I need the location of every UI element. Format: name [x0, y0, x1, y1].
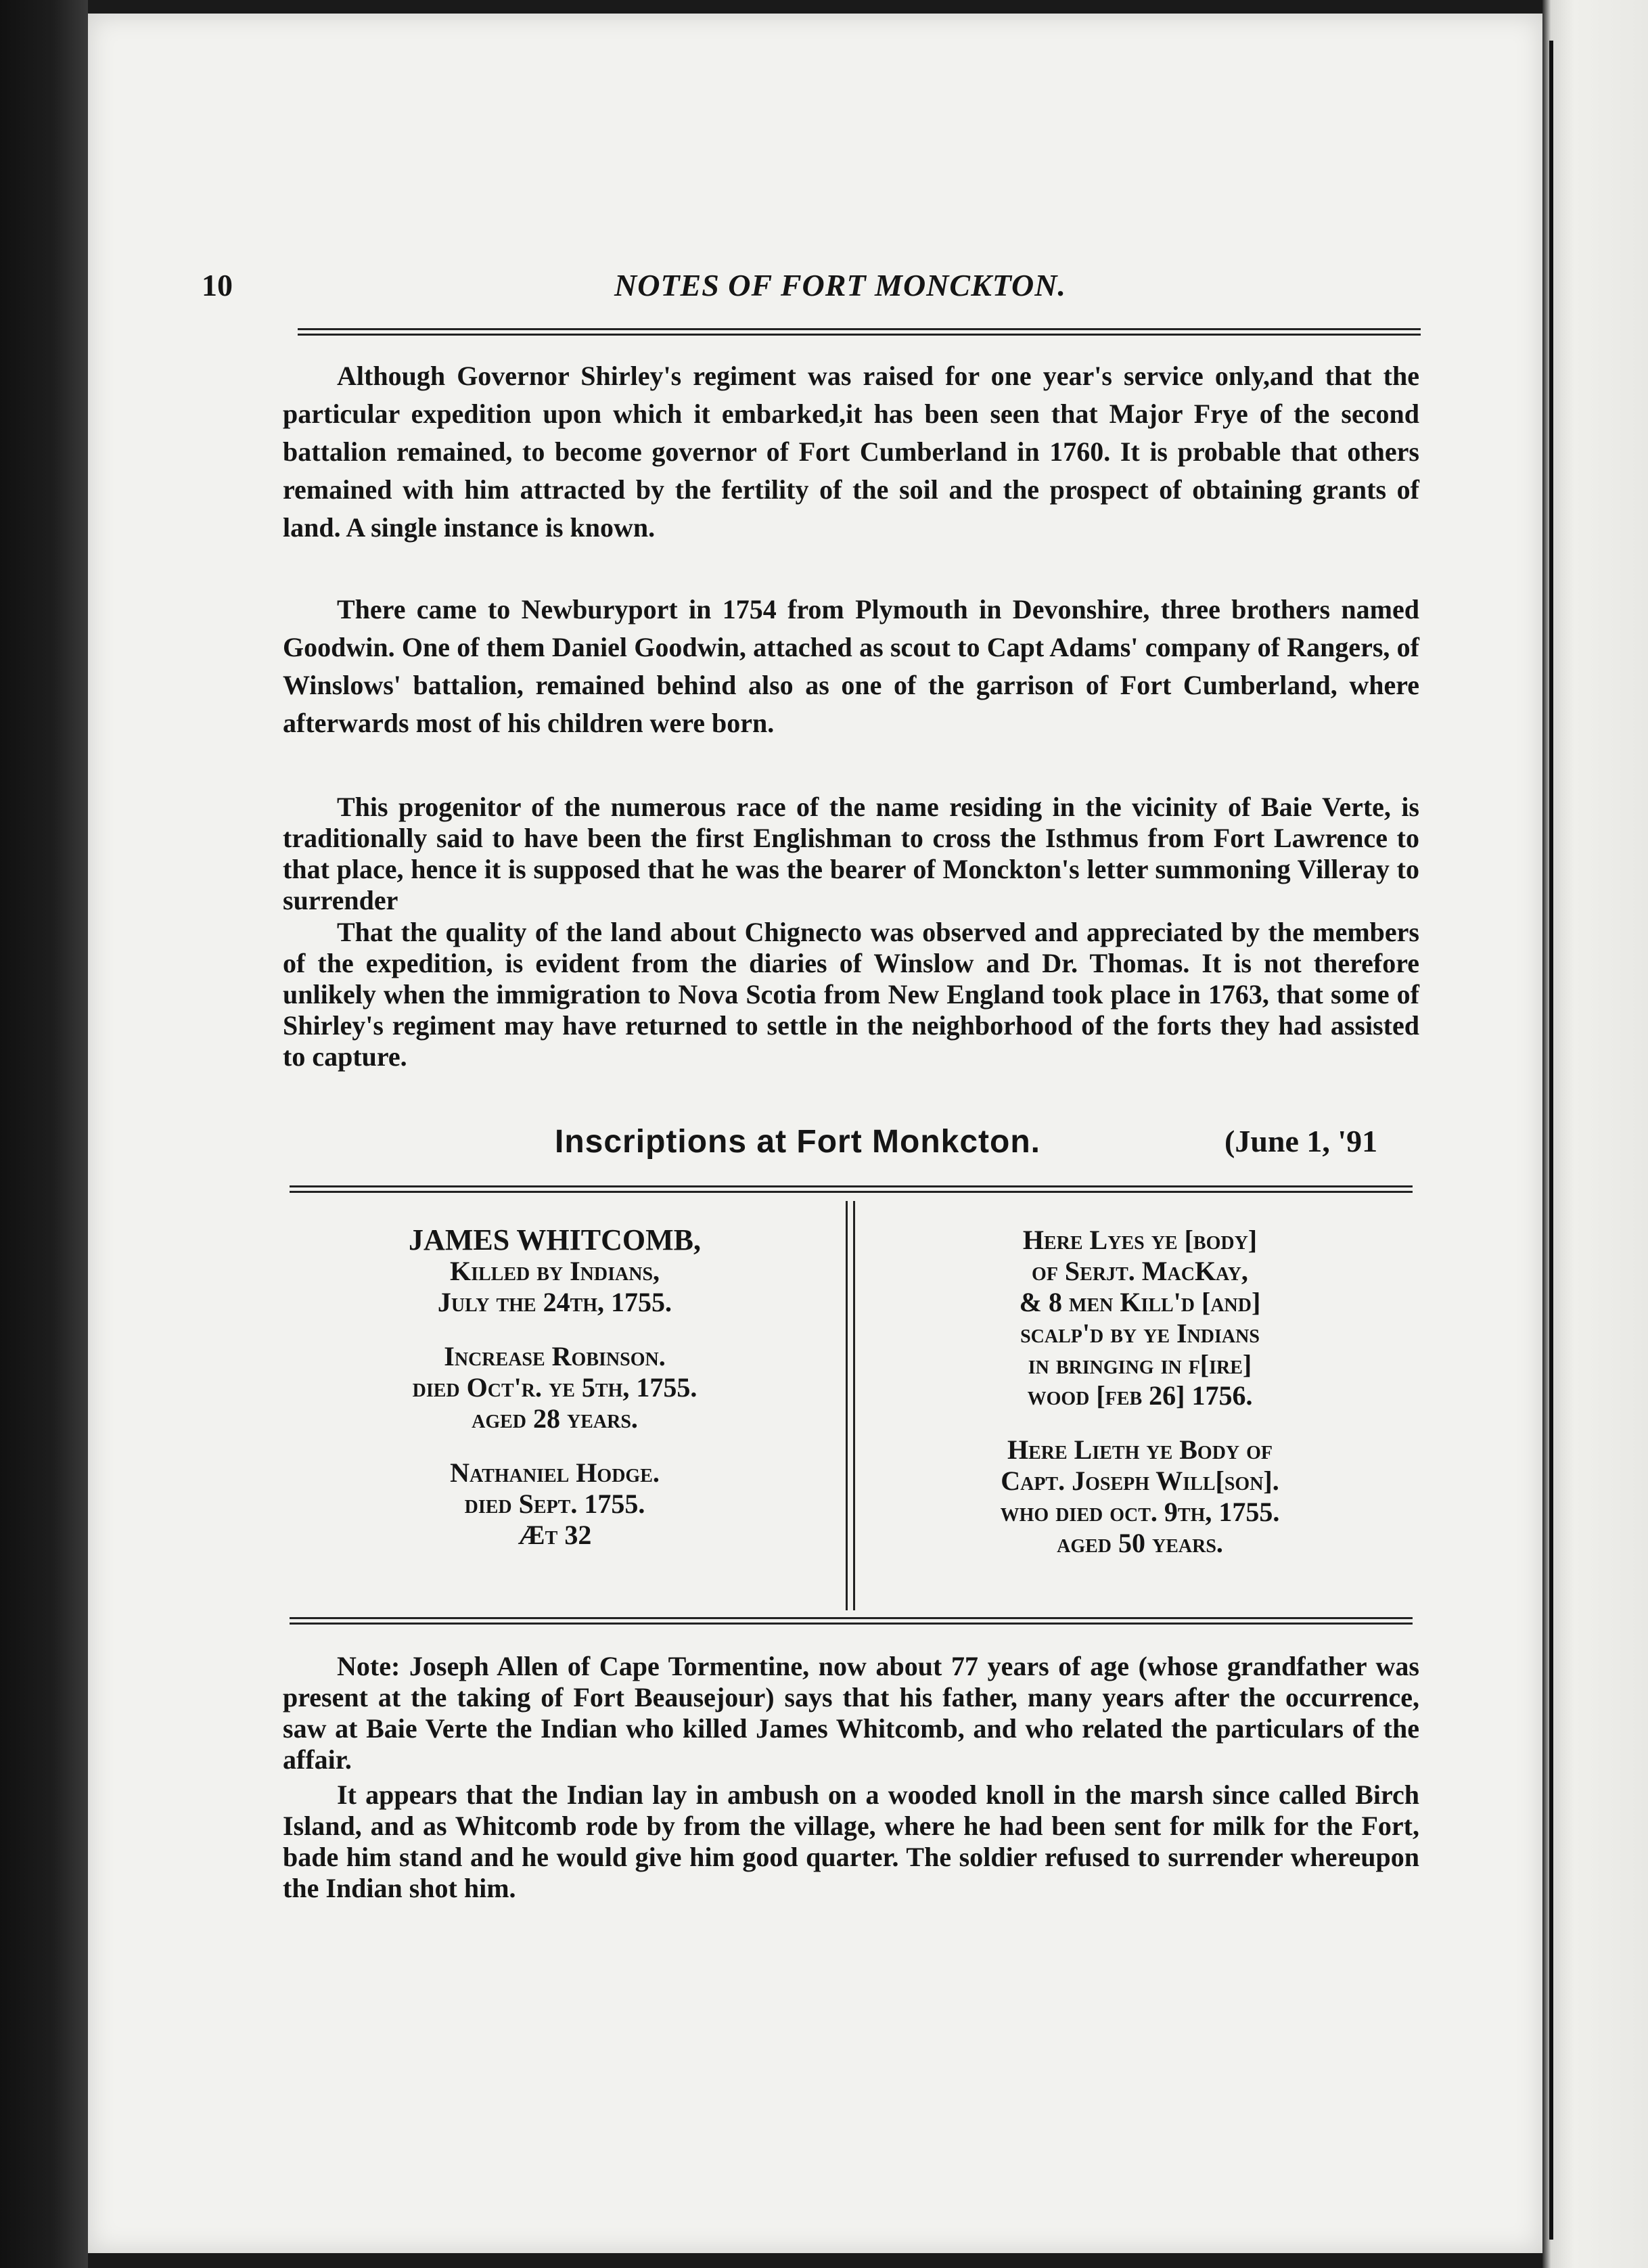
inscription-line: died Oct'r. ye 5th, 1755. [412, 1372, 697, 1403]
inscription-line: Capt. Joseph Will[son]. [1001, 1466, 1279, 1496]
inscription-line: Nathaniel Hodge. [450, 1457, 660, 1488]
page-number: 10 [202, 268, 233, 302]
inscriptions-column-divider [846, 1201, 855, 1610]
page-header [202, 267, 1406, 308]
inscription-line: Æt 32 [518, 1520, 592, 1550]
body-paragraph: This progenitor of the numerous race of the name residing in the vicinity of Baie Verte, is traditionally said to have been the first Englishman to cross the Isthmus from Fort Lawrence to that place, hence it is supposed that he was the bearer of Monckton's letter summoning Villeray to surrender [283, 792, 1419, 915]
inscription-hodge [298, 1457, 812, 1551]
scan-right-border [1542, 0, 1648, 2268]
inscription-line: aged 50 years. [1057, 1528, 1223, 1558]
inscription-line: aged 28 years. [472, 1403, 638, 1434]
note-text: It appears that the Indian lay in ambush on a wooded knoll in the marsh since called Birch Island, and as Whitcomb rode by from the village, where he had been sent for milk for the Fort, bade him stand and he would give him good quarter. The soldier refused to surrender whereupon the Indian shot him. [283, 1779, 1419, 1903]
inscription-line: scalp'd by ye Indians [1020, 1318, 1260, 1348]
note-text: Joseph Allen of Cape Tormentine, now about 77 years of age (whose grandfather was present at the taking of Fort Beausejour) says that his father, many years after the occurrence, saw at Baie Verte the Indian who killed James Whitcomb, and who related the particulars of the affair. [283, 1651, 1419, 1775]
inscriptions-top-rule [290, 1185, 1413, 1193]
inscriptions-left-column [298, 1225, 812, 1574]
inscription-line: in bringing in f[ire] [1028, 1349, 1252, 1380]
note-paragraph [283, 1651, 1419, 1775]
inscription-robinson [298, 1341, 812, 1434]
inscription-whitcomb [298, 1225, 812, 1318]
inscription-line: who died oct. 9th, 1755. [1000, 1497, 1280, 1527]
inscription-line: July the 24th, 1755. [437, 1287, 672, 1317]
inscription-line: Increase Robinson. [444, 1341, 666, 1371]
inscription-line: Here Lieth ye Body of [1007, 1434, 1273, 1465]
inscription-mackay [873, 1225, 1407, 1411]
inscription-line: JAMES WHITCOMB, [409, 1223, 701, 1256]
running-title: NOTES OF FORT MONCKTON. [614, 268, 1066, 302]
inscriptions-bottom-rule [290, 1617, 1413, 1625]
inscription-line: wood [feb 26] 1756. [1027, 1380, 1253, 1411]
body-paragraph: There came to Newburyport in 1754 from Plymouth in Devonshire, three brothers named Goodwin. One of them Daniel Goodwin, attached as scout to Capt Adams' company of Rangers, of Winslows' battalion, remained behind also as one of the garrison of Fort Cumberland, where afterwards most of his children were born. [283, 594, 1419, 738]
inscriptions-heading: Inscriptions at Fort Monkcton. [555, 1124, 1041, 1160]
header-rule [298, 328, 1421, 336]
inscriptions-date: (June 1, '91 [1224, 1124, 1378, 1158]
inscription-line: & 8 men Kill'd [and] [1019, 1287, 1261, 1317]
inscription-line: died Sept. 1755. [464, 1489, 645, 1519]
inscription-willson [873, 1434, 1407, 1559]
note-paragraph [283, 1779, 1419, 1904]
inscriptions-right-column [873, 1225, 1407, 1582]
note-label: Note: [337, 1651, 400, 1681]
scan-left-border [0, 0, 88, 2268]
body-paragraph: That the quality of the land about Chignecto was observed and appreciated by the members of the expedition, is evident from the diaries of Winslow and Dr. Thomas. It is not therefore unlikely when the immigration to Nova Scotia from New England took place in 1763, that some of Shirley's regiment may have returned to settle in the neighborhood of the forts they had assisted to capture. [283, 917, 1419, 1072]
scan-binding-line [1549, 41, 1553, 2240]
inscription-line: Here Lyes ye [body] [1022, 1225, 1258, 1255]
body-paragraph: Although Governor Shirley's regiment was raised for one year's service only,and that the particular expedition upon which it embarked,it has been seen that Major Frye of the second battalion remained, to become governor of Fort Cumberland in 1760. It is probable that others remained with him attracted by the fertility of the soil and the prospect of obtaining grants of land. A single instance is known. [283, 361, 1419, 543]
inscription-line: of Serjt. MacKay, [1032, 1256, 1248, 1286]
inscription-line: Killed by Indians, [449, 1256, 660, 1286]
